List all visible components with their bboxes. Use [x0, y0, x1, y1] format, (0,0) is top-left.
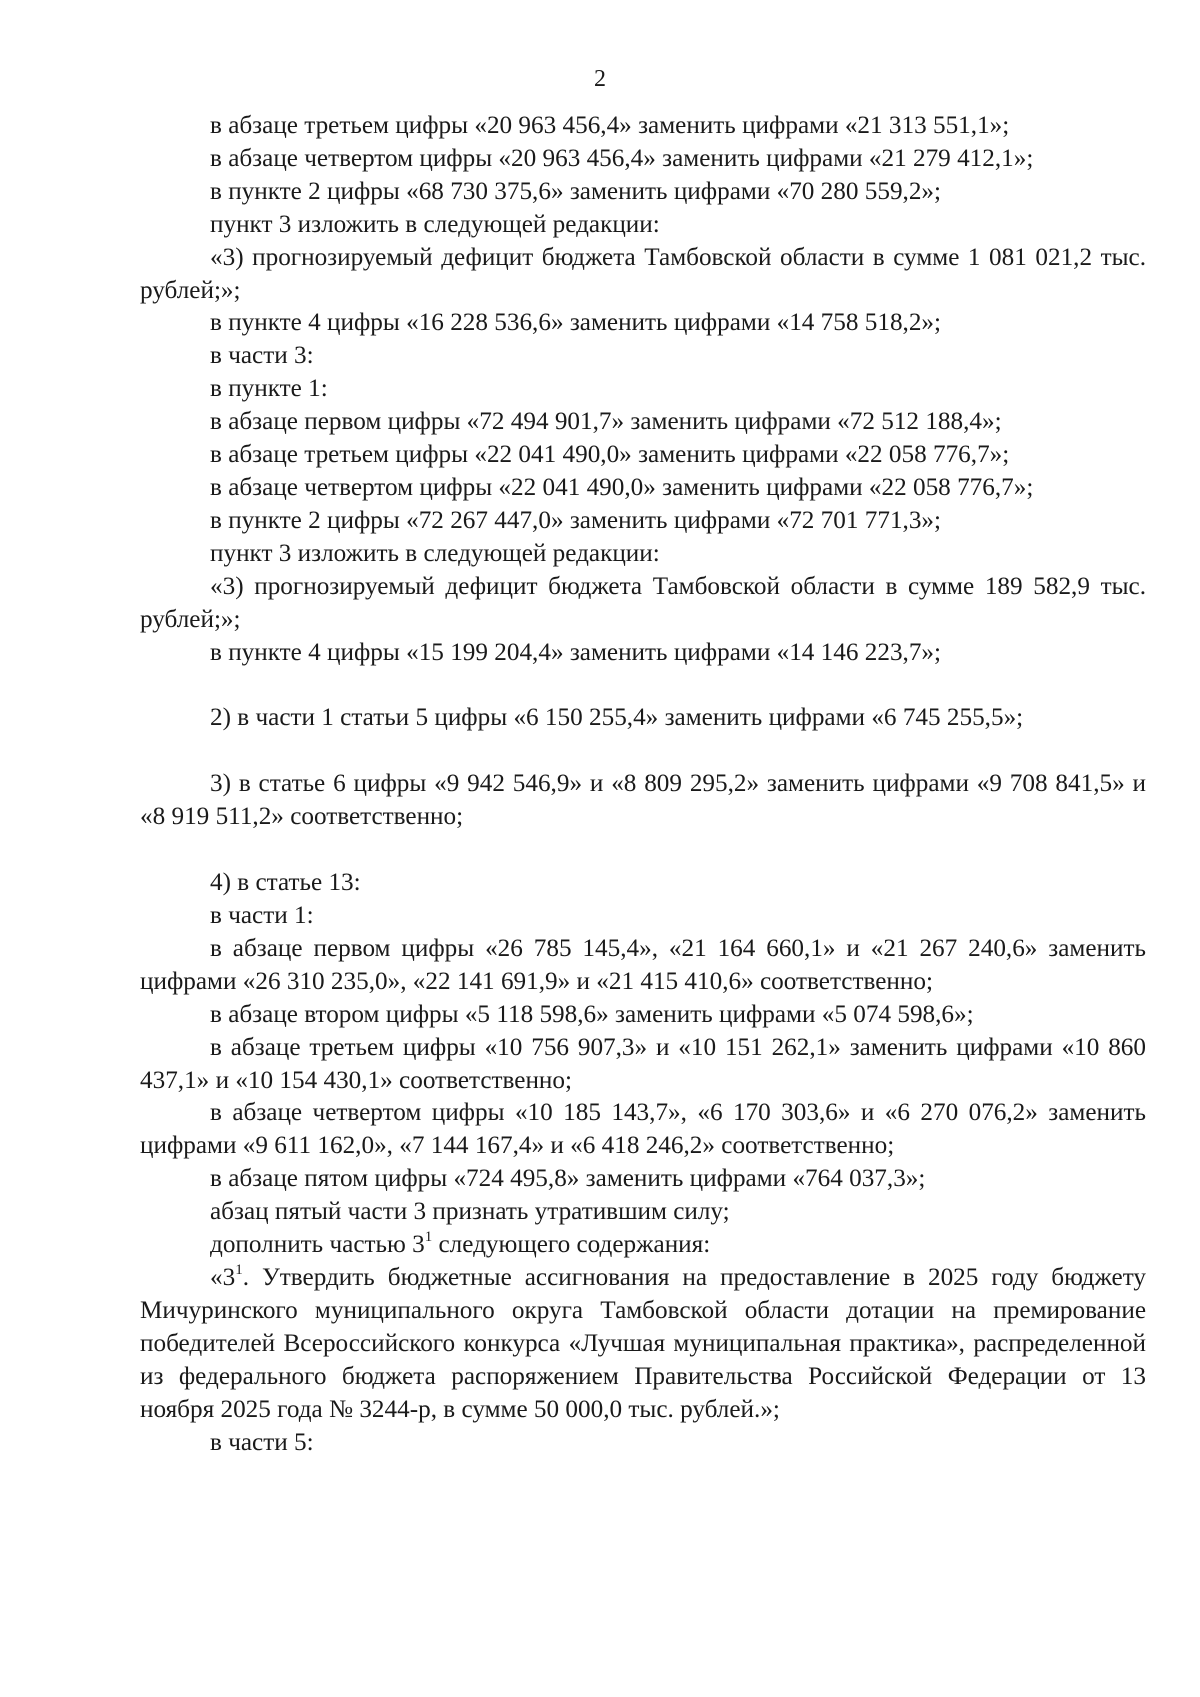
paragraph-text: следующего содержания: [432, 1231, 711, 1259]
paragraph: «3) прогнозируемый дефицит бюджета Тамбовской области в сумме 189 582,9 тыс. рублей;»; [140, 572, 1146, 633]
paragraph: в абзаце четвертом цифры «22 041 490,0» заменить цифрами «22 058 776,7»; [210, 473, 1034, 501]
paragraph: в абзаце третьем цифры «10 756 907,3» и «10 151 262,1» заменить цифрами «10 860 437,1» и «10 154 430,1» соответственно; [140, 1033, 1146, 1094]
paragraph-spacer [140, 669, 1146, 702]
superscript: 1 [235, 1262, 243, 1278]
paragraph: пункт 3 изложить в следующей редакции: [210, 210, 660, 238]
paragraph: пункт 3 изложить в следующей редакции: [210, 539, 660, 567]
paragraph: в части 5: [210, 1428, 314, 1456]
paragraph: 3) в статье 6 цифры «9 942 546,9» и «8 809 295,2» заменить цифрами «9 708 841,5» и «8 919 511,2» соответственно; [140, 770, 1146, 831]
paragraph-spacer [140, 735, 1146, 768]
paragraph: в абзаце четвертом цифры «20 963 456,4» заменить цифрами «21 279 412,1»; [210, 144, 1034, 172]
paragraph: в пункте 4 цифры «15 199 204,4» заменить цифрами «14 146 223,7»; [210, 638, 942, 666]
paragraph [140, 1229, 1146, 1262]
paragraph-spacer [140, 834, 1146, 867]
document-body [140, 110, 1146, 1459]
paragraph [140, 1262, 1146, 1427]
paragraph: в части 1: [210, 902, 314, 930]
paragraph: «3) прогнозируемый дефицит бюджета Тамбовской области в сумме 1 081 021,2 тыс. рублей;»; [140, 243, 1146, 304]
paragraph-text: дополнить частью 3 [210, 1231, 425, 1259]
page-number: 2 [594, 66, 606, 92]
paragraph: в абзаце первом цифры «26 785 145,4», «21 164 660,1» и «21 267 240,6» заменить цифрами «26 310 235,0», «22 141 691,9» и «21 415 410,6» соответственно; [140, 934, 1146, 995]
paragraph: в пункте 4 цифры «16 228 536,6» заменить цифрами «14 758 518,2»; [210, 309, 942, 337]
paragraph: абзац пятый части 3 признать утратившим силу; [210, 1198, 730, 1226]
paragraph: в абзаце втором цифры «5 118 598,6» заменить цифрами «5 074 598,6»; [210, 1000, 974, 1028]
paragraph-text: . Утвердить бюджетные ассигнования на предоставление в 2025 году бюджету Мичуринского муниципального округа Тамбовской области дотации на премирование победителей Всероссийского конкурса «Лучшая муниципальная практика», распределенной из федерального бюджета распоряжением Правительства Российской Федерации от 13 ноября 2025 года № 3244-р, в сумме 50 000,0 тыс. рублей.»; [140, 1264, 1146, 1423]
paragraph: в пункте 2 цифры «68 730 375,6» заменить цифрами «70 280 559,2»; [210, 177, 942, 205]
paragraph: в пункте 2 цифры «72 267 447,0» заменить цифрами «72 701 771,3»; [210, 506, 942, 534]
paragraph-text: «3 [210, 1264, 236, 1291]
paragraph: в абзаце четвертом цифры «10 185 143,7», «6 170 303,6» и «6 270 076,2» заменить цифрами «9 611 162,0», «7 144 167,4» и «6 418 246,2» соответственно; [140, 1099, 1146, 1160]
paragraph: в абзаце третьем цифры «20 963 456,4» заменить цифрами «21 313 551,1»; [210, 112, 1010, 139]
paragraph: 4) в статье 13: [210, 869, 361, 897]
superscript: 1 [424, 1229, 433, 1246]
paragraph: 2) в части 1 статьи 5 цифры «6 150 255,4» заменить цифрами «6 745 255,5»; [210, 704, 1024, 732]
paragraph: в пункте 1: [210, 375, 328, 403]
paragraph: в абзаце третьем цифры «22 041 490,0» заменить цифрами «22 058 776,7»; [210, 441, 1010, 469]
paragraph: в части 3: [210, 342, 314, 370]
paragraph: в абзаце первом цифры «72 494 901,7» заменить цифрами «72 512 188,4»; [210, 408, 1002, 436]
paragraph: в абзаце пятом цифры «724 495,8» заменить цифрами «764 037,3»; [210, 1165, 926, 1193]
